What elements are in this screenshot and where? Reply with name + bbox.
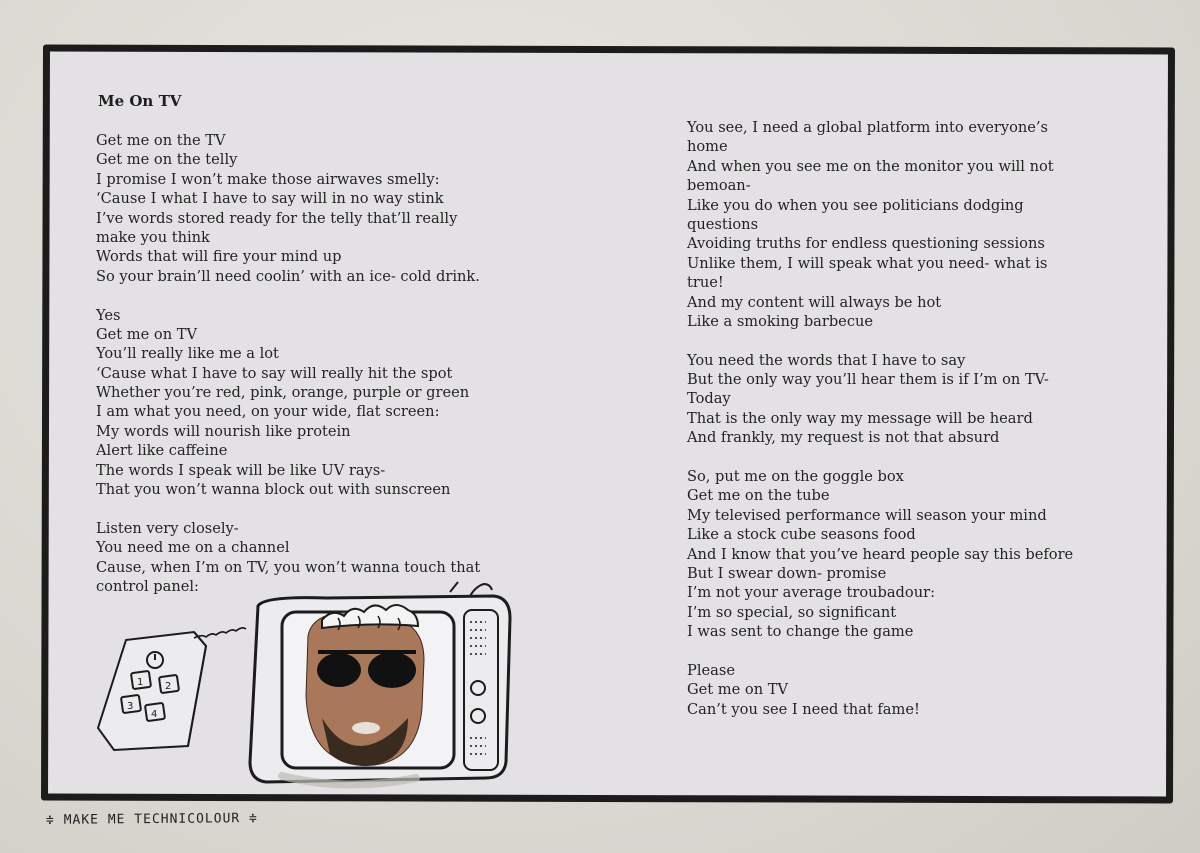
remote-button-4: 4 bbox=[151, 709, 158, 720]
poem-line: Yes bbox=[96, 306, 121, 324]
footer-divider-icon-left: ≑ bbox=[45, 812, 55, 828]
poem-line: My televised performance will season your mind bbox=[687, 506, 1047, 524]
poem-title: Me On TV bbox=[98, 92, 182, 110]
poem-line: So your brain’ll need coolin’ with an ice- cold drink. bbox=[96, 267, 480, 285]
tv-drawing bbox=[86, 578, 526, 793]
poem-line: I am what you need, on your wide, flat screen: bbox=[96, 403, 440, 421]
stanza-break bbox=[687, 642, 1073, 661]
poem-line: Today bbox=[687, 390, 731, 408]
poem-line: But I swear down- promise bbox=[687, 564, 887, 582]
poem-line: That is the only way my message will be heard bbox=[687, 409, 1033, 427]
face-cutout-image bbox=[306, 605, 424, 766]
poem-line: Avoiding truths for endless questioning sessions bbox=[687, 235, 1045, 253]
poem-line: Like a smoking barbecue bbox=[687, 312, 874, 330]
poem-line: So, put me on the goggle box bbox=[687, 468, 904, 486]
poem-line: Whether you’re red, pink, orange, purple or green bbox=[96, 384, 470, 402]
poem-line: I’ve words stored ready for the telly that’ll really bbox=[96, 209, 458, 227]
poem-line: Get me on the tube bbox=[687, 487, 830, 505]
left-column bbox=[96, 131, 480, 596]
poem-line: Get me on the telly bbox=[96, 151, 238, 169]
stanza-break bbox=[96, 499, 480, 518]
poem-line: Like you do when you see politicians dodging bbox=[687, 196, 1024, 214]
poem-line: Get me on TV bbox=[96, 325, 198, 343]
remote-control-icon bbox=[98, 628, 246, 750]
poem-line: ‘Cause I what I have to say will in no way stink bbox=[96, 190, 444, 208]
poem-line: You need me on a channel bbox=[96, 539, 290, 557]
poem-line: Unlike them, I will speak what you need- what is bbox=[687, 254, 1048, 272]
stanza-break bbox=[687, 331, 1073, 350]
poem-line: I’m not your average troubadour: bbox=[687, 584, 935, 602]
poem-line: And when you see me on the monitor you will not bbox=[687, 157, 1054, 175]
poem-line: Get me on TV bbox=[687, 681, 789, 699]
poem-line: Get me on the TV bbox=[96, 132, 226, 149]
remote-button-3: 3 bbox=[127, 701, 134, 712]
poem-line: And my content will always be hot bbox=[687, 293, 942, 311]
footer-signature bbox=[46, 811, 258, 828]
poem-line: And I know that you’ve heard people say this before bbox=[687, 545, 1074, 563]
footer-divider-icon-right: ≑ bbox=[248, 811, 258, 827]
poem-line: Like a stock cube seasons food bbox=[687, 526, 916, 544]
poem-line: Words that will fire your mind up bbox=[96, 248, 342, 266]
poem-line: Alert like caffeine bbox=[96, 442, 228, 460]
poem-line: That you won’t wanna block out with sunscreen bbox=[96, 481, 451, 499]
poem-line: questions bbox=[687, 215, 759, 233]
poem-line: Can’t you see I need that fame! bbox=[687, 700, 920, 718]
remote-button-1: 1 bbox=[137, 677, 144, 688]
poem-line: control panel: bbox=[96, 577, 199, 595]
poem-line: The words I speak will be like UV rays- bbox=[96, 461, 386, 479]
poem-line: Listen very closely- bbox=[96, 519, 239, 537]
poem-line: make you think bbox=[96, 228, 210, 246]
poem-line: I’m so special, so significant bbox=[687, 603, 897, 621]
poem-line: true! bbox=[687, 274, 724, 292]
poem-line: And frankly, my request is not that absurd bbox=[687, 429, 1000, 447]
poem-line: I was sent to change the game bbox=[687, 623, 914, 641]
right-column bbox=[687, 118, 1073, 719]
poem-line: Cause, when I’m on TV, you won’t wanna touch that bbox=[96, 558, 481, 576]
poem-line: ‘Cause what I have to say will really hit the spot bbox=[96, 364, 453, 382]
poem-line: You’ll really like me a lot bbox=[96, 345, 279, 363]
poem-line: You see, I need a global platform into everyone’s bbox=[687, 119, 1049, 136]
poem-line: I promise I won’t make those airwaves smelly: bbox=[96, 170, 440, 188]
stanza-break bbox=[687, 448, 1073, 467]
poem-line: But the only way you’ll hear them is if I’m on TV- bbox=[687, 371, 1049, 389]
poem-line: bemoan- bbox=[687, 177, 751, 195]
poem-line: My words will nourish like protein bbox=[96, 422, 351, 440]
footer-text: MAKE ME TECHNICOLOUR bbox=[63, 811, 241, 828]
poem-line: home bbox=[687, 138, 728, 156]
poem-line: You need the words that I have to say bbox=[687, 351, 966, 369]
stanza-break bbox=[96, 286, 480, 305]
remote-button-2: 2 bbox=[165, 681, 172, 692]
poem-line: Please bbox=[687, 661, 735, 679]
